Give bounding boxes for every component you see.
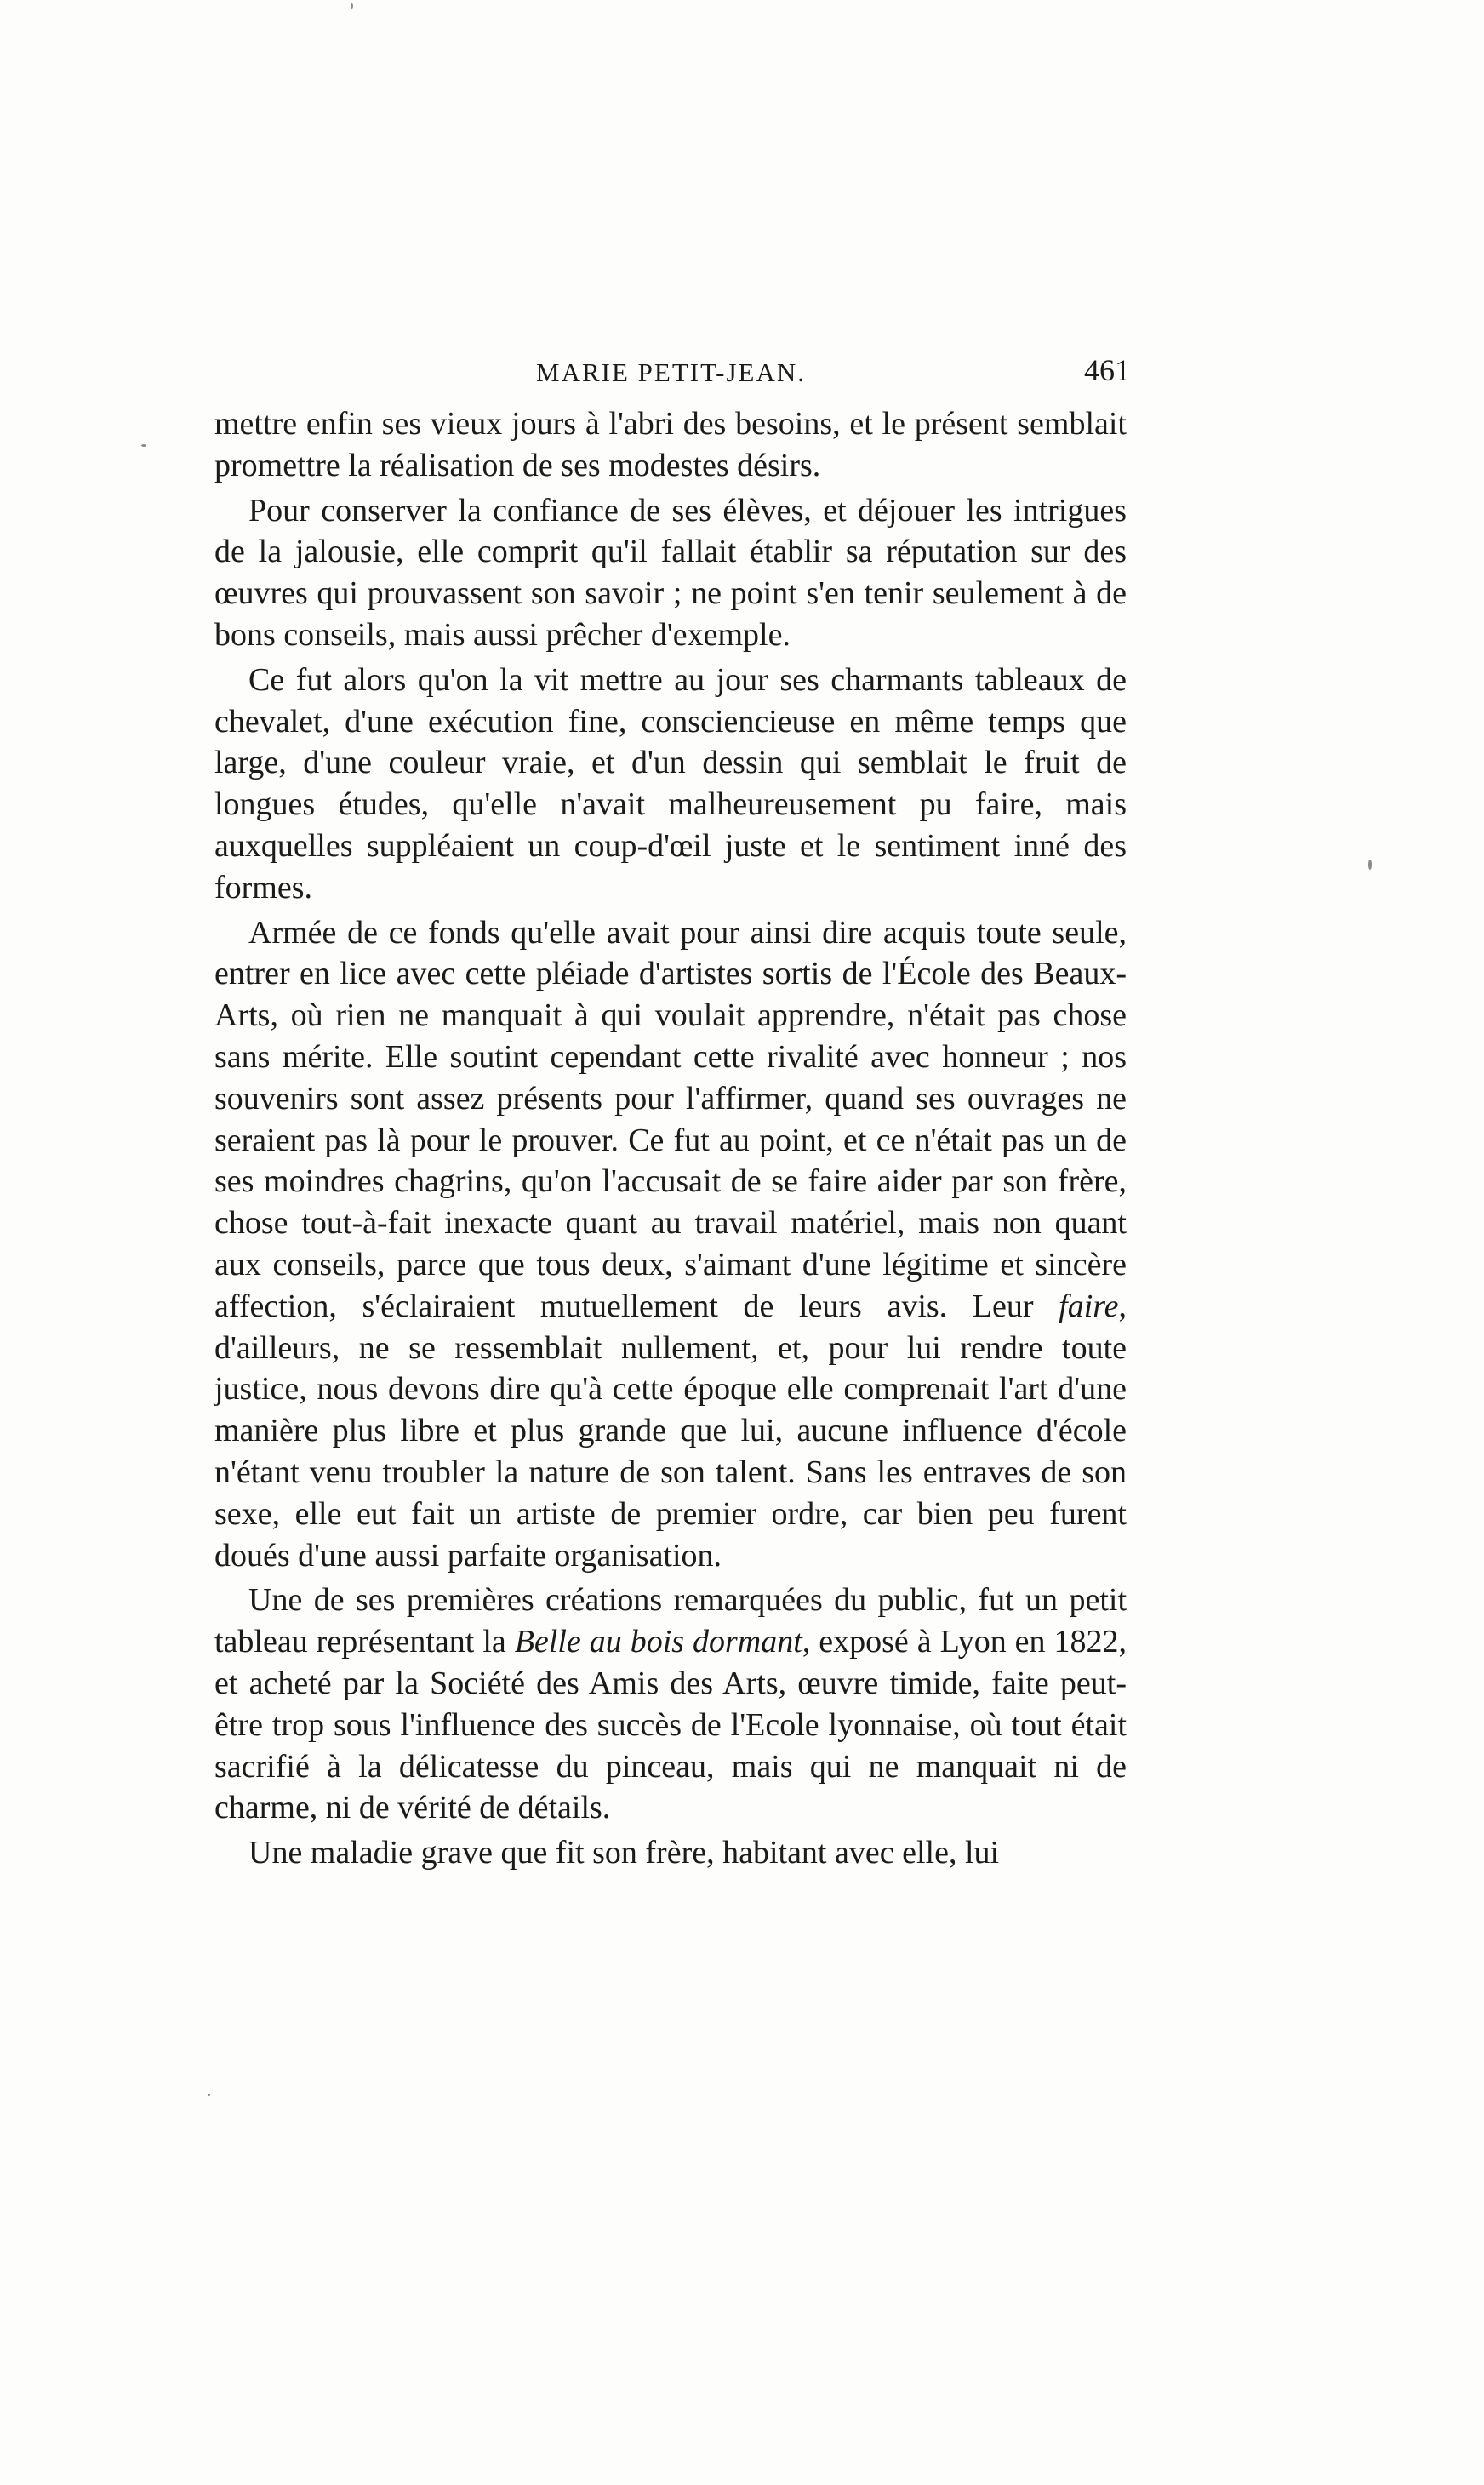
running-title: MARIE PETIT-JEAN. bbox=[536, 357, 807, 387]
page-header bbox=[211, 351, 1130, 402]
paragraph-rivalry-part-2: , d'ailleurs, ne se ressemblait nullement, et, pour lui rendre toute justice, nous devons dire qu'à cette époque elle comprenait l'art d'une manière plus libre et plus grande que lui, aucune influence d'école n'étant venu troubler la nature de son talent. Sans les entraves de son sexe, elle eut fait un artiste de premier ordre, car bien peu furent doués d'une aussi parfaite organisation. bbox=[214, 1288, 1127, 1574]
paragraph-continuation: mettre enfin ses vieux jours à l'abri des besoins, et le présent semblait promettre la réalisation de ses modestes désirs. bbox=[214, 406, 1127, 483]
page-number: 461 bbox=[1084, 353, 1130, 387]
paragraph-reputation: Pour conserver la confiance de ses élèves, et déjouer les intrigues de la jalousie, elle comprit qu'il fallait établir sa réputation sur des œuvres qui prouvassent son savoir ; ne point s'en tenir seulement à de bons conseils, mais aussi prêcher d'exemple. bbox=[214, 492, 1127, 653]
paragraph-tableaux: Ce fut alors qu'on la vit mettre au jour ses charmants tableaux de chevalet, d'une exécution fine, consciencieuse en même temps que large, d'une couleur vraie, et d'un dessin qui semblait le fruit de longues études, qu'elle n'avait malheureusement pu faire, mais auxquelles suppléaient un coup-d'œil juste et le sentiment inné des formes. bbox=[214, 661, 1127, 905]
italic-word-faire: faire bbox=[1059, 1288, 1119, 1324]
paper-speck bbox=[208, 2094, 210, 2096]
paragraph-illness: Une maladie grave que fit son frère, habitant avec elle, lui bbox=[248, 1835, 1000, 1871]
paragraph-rivalry-part-1: Armée de ce fonds qu'elle avait pour ainsi dire acquis toute seule, entrer en lice avec cette pléiade d'artistes sortis de l'École des Beaux-Arts, où rien ne manquait à qui voulait apprendre, n'était pas chose sans mérite. Elle soutint cependant cette rivalité avec honneur ; nos souvenirs sont assez présents pour l'affirmer, quand ses ouvrages ne seraient pas là pour le prouver. Ce fut au point, et ce n'était pas un de ses moindres chagrins, qu'on l'accusait de se faire aider par son frère, chose tout-à-fait inexacte quant au travail matériel, mais non quant aux conseils, parce que tous deux, s'aimant d'une légitime et sincère affection, s'éclairaient mutuellement de leurs avis. Leur bbox=[214, 914, 1127, 1324]
paragraph-first-creations-part-2: , exposé à Lyon en 1822, et acheté par la Société des Amis des Arts, œuvre timide, faite peut-être trop sous l'influence des succès de l'Ecole lyonnaise, où tout était sacrifié à la délicatesse du pinceau, mais qui ne manquait ni de charme, ni de vérité de détails. bbox=[214, 1624, 1127, 1826]
paragraph-first-creations-part-1: Une de ses premières créations remarquées du public, fut un petit tableau représentant la bbox=[214, 1582, 1127, 1660]
paper-speck bbox=[141, 444, 146, 447]
paragraph-first-creations bbox=[214, 1580, 1127, 1829]
paper-speck bbox=[1368, 860, 1372, 870]
paragraph-rivalry bbox=[214, 912, 1127, 1577]
paper-speck bbox=[351, 3, 353, 9]
body-text bbox=[214, 403, 1127, 1877]
italic-title-belle-au-bois-dormant: Belle au bois dormant bbox=[514, 1624, 802, 1660]
